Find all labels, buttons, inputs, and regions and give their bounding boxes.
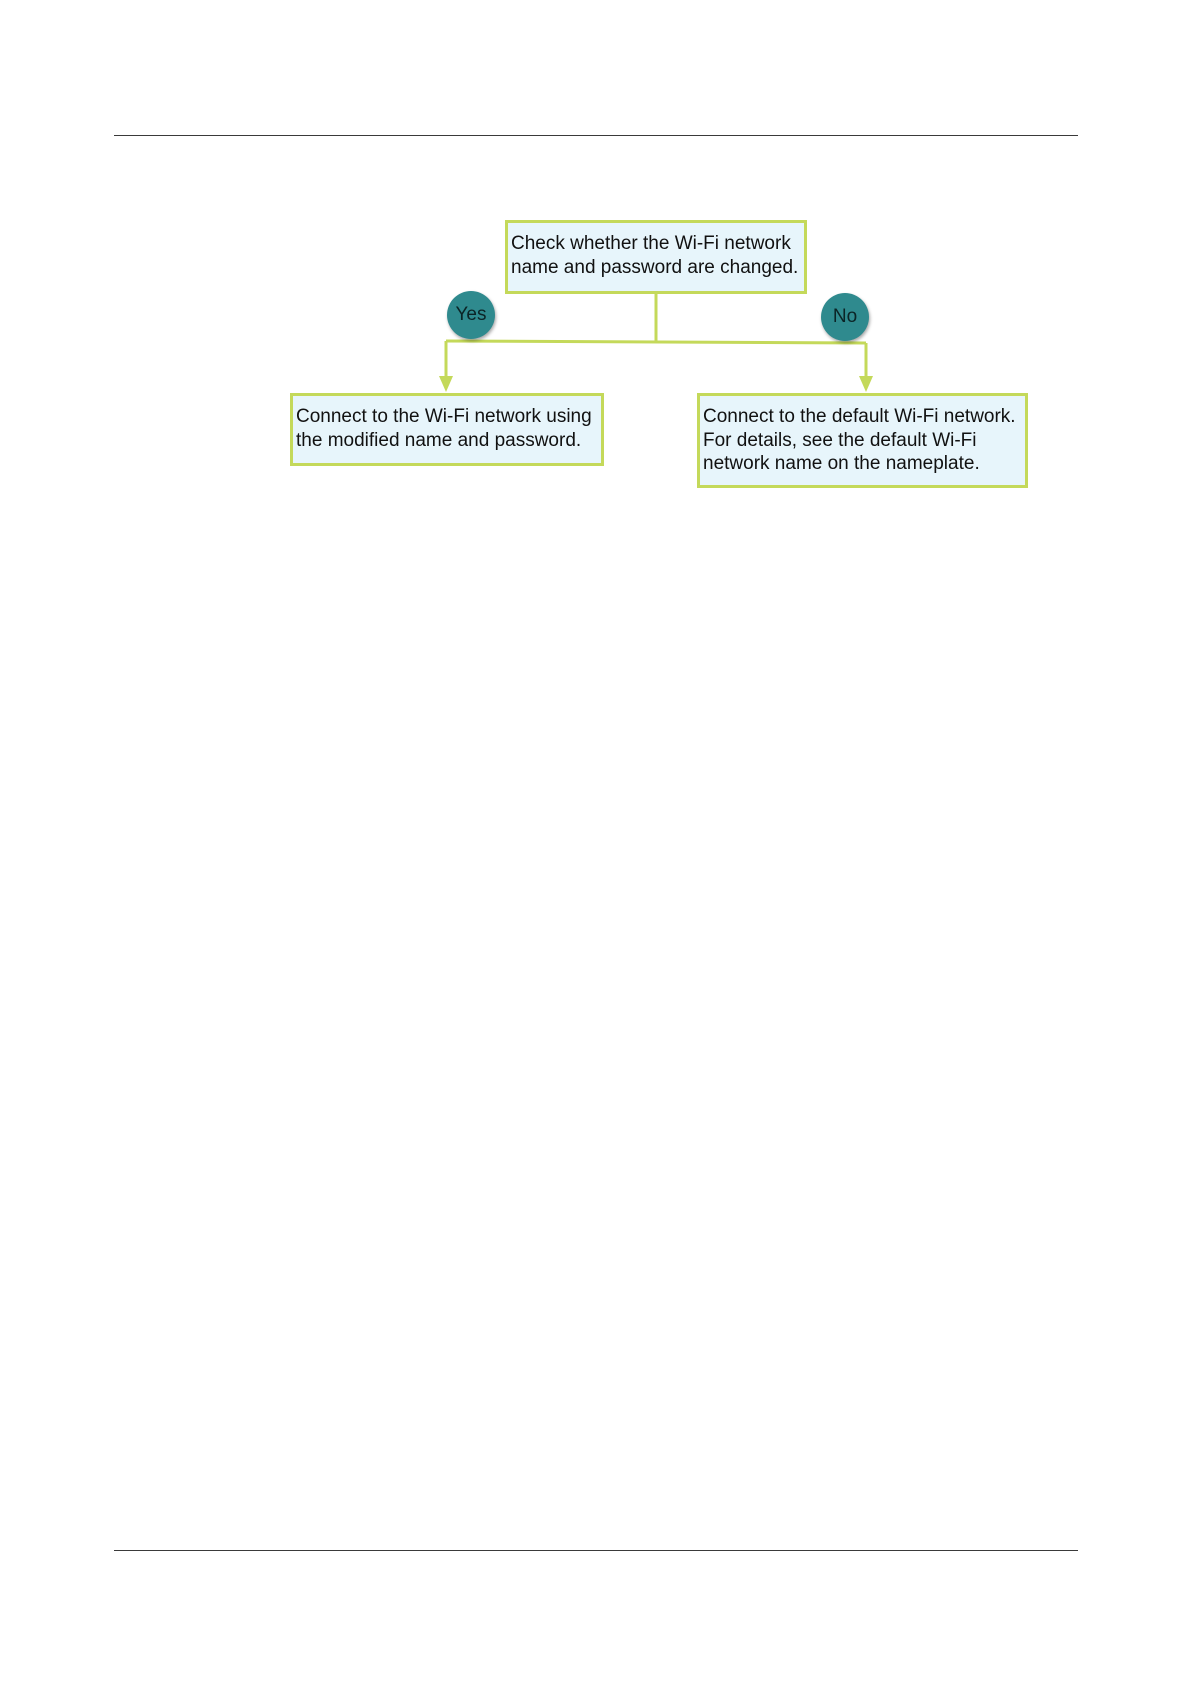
decision-text-line-2: name and password are changed. [511, 256, 799, 278]
arrowhead-yes [439, 376, 453, 392]
action-box-default-network [697, 393, 1028, 488]
decision-text-line-1: Check whether the Wi-Fi network [511, 233, 791, 254]
yes-action-text-line-1: Connect to the Wi-Fi network using [296, 406, 592, 427]
action-box-modified-network [290, 393, 604, 466]
footer-rule [114, 1550, 1078, 1551]
yes-branch-badge: Yes [447, 291, 495, 339]
no-action-text-line-2: For details, see the default Wi-Fi [703, 429, 977, 451]
decision-box-check-wifi [505, 220, 807, 294]
arrowhead-no [859, 376, 873, 392]
yes-action-text-line-2: the modified name and password. [296, 429, 582, 451]
no-action-text-line-3: network name on the nameplate. [703, 453, 980, 474]
no-action-text-line-1: Connect to the default Wi-Fi network. [703, 406, 1016, 427]
no-branch-badge: No [821, 293, 869, 341]
connector-branch-bar [446, 341, 866, 343]
